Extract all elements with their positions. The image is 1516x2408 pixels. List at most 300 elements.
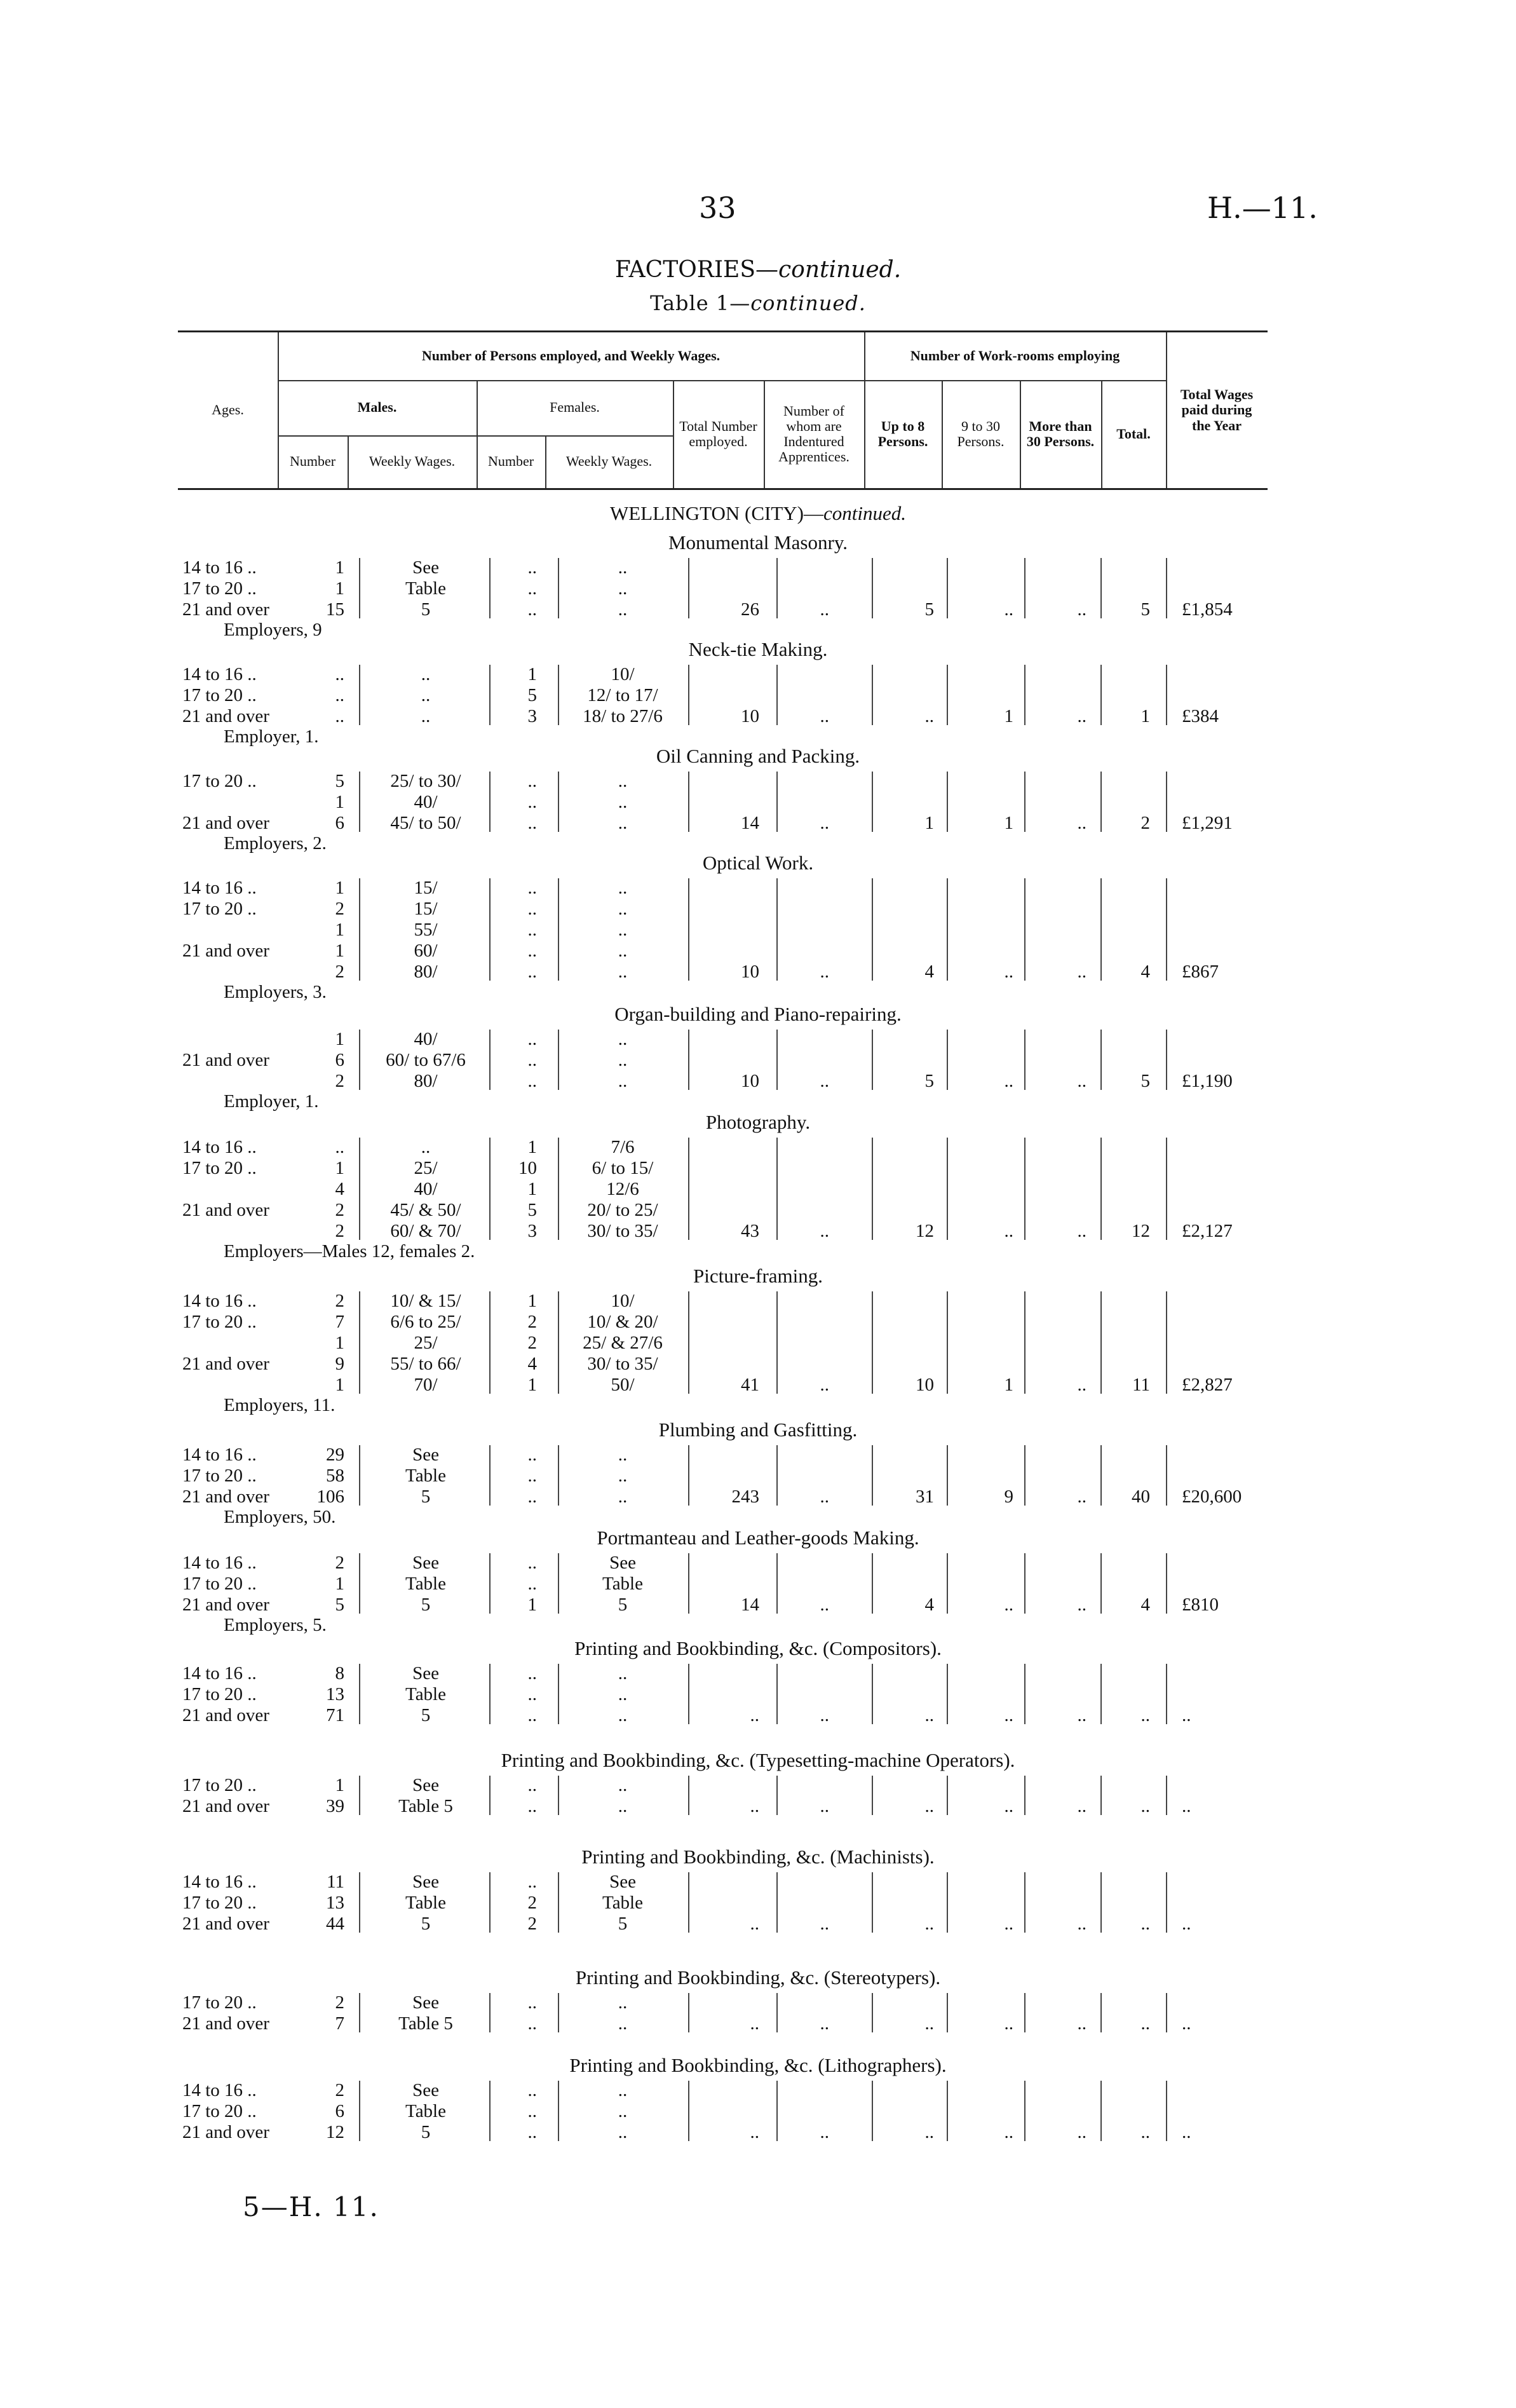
total-number-cell: 14 [741,813,759,833]
female-wages-cell: .. [618,1684,628,1704]
column-rule [1100,772,1102,832]
male-number-cell: 6 [335,813,344,833]
table-row [0,684,1516,706]
total-number-cell: .. [750,1796,759,1816]
table-row [0,1871,1516,1893]
employers-note: Employers, 50. [224,1507,336,1527]
female-number-cell: .. [527,1574,537,1594]
column-rule [1166,1776,1167,1815]
workrooms-total-cell: 4 [1140,962,1150,982]
table-row [0,1049,1516,1071]
column-rule [558,1445,559,1506]
male-wages-cell: 60/ [414,941,438,961]
male-wages-cell: 55/ [414,920,438,940]
male-number-cell: 1 [335,792,344,812]
male-number-cell: .. [335,706,344,726]
age-cell: 17 to 20 .. [182,578,257,599]
female-number-cell: .. [527,920,537,940]
nine-to-30-cell: .. [1004,1796,1013,1816]
col-female-wages: Weekly Wages. [565,453,653,470]
more-than-30-cell: .. [1077,1486,1086,1507]
age-cell: 17 to 20 .. [182,1684,257,1704]
male-number-cell: 1 [335,1158,344,1178]
col-more-than-30: More than 30 Persons. [1026,418,1095,449]
trade-heading: Printing and Bookbinding, &c. (Machinists). [581,1846,935,1868]
male-wages-cell: Table [405,1893,446,1913]
total-wages-cell: £384 [1182,706,1219,726]
nine-to-30-cell: 1 [1004,706,1013,726]
female-wages-cell: .. [618,2080,628,2100]
column-rule [1166,878,1167,981]
female-number-cell: 3 [527,706,537,726]
column-rule [1100,1664,1102,1724]
table-title-italic: continued. [750,291,866,315]
column-rule [558,1776,559,1815]
male-wages-cell: 60/ to 67/6 [386,1050,466,1070]
column-rule [489,1993,491,2032]
column-rule [872,1291,873,1394]
table-row [0,961,1516,983]
male-wages-cell: 5 [421,1486,431,1507]
female-wages-cell: .. [618,1705,628,1725]
male-wages-cell: 25/ to 30/ [390,771,461,791]
male-number-cell: 1 [335,941,344,961]
column-rule [1024,1776,1025,1815]
female-wages-cell: .. [618,813,628,833]
apprentices-cell: .. [820,1486,829,1507]
more-than-30-cell: .. [1077,962,1086,982]
section-title-main: FACTORIES— [614,257,778,283]
male-wages-cell: .. [421,685,431,705]
female-wages-cell: .. [618,1445,628,1465]
column-rule [359,772,360,832]
total-wages-cell: .. [1182,2013,1191,2034]
up-to-8-cell: 4 [924,962,934,982]
up-to-8-cell: 31 [916,1486,934,1507]
table-row [0,1353,1516,1375]
section-title-italic: continued. [778,257,902,283]
column-rule [359,1138,360,1240]
male-number-cell: 1 [335,920,344,940]
column-rule [1100,1138,1102,1240]
total-wages-cell: £2,827 [1182,1375,1233,1395]
nine-to-30-cell: 1 [1004,813,1013,833]
female-wages-cell: 10/ [611,664,635,684]
column-rule [872,665,873,725]
apprentices-cell: .. [820,1705,829,1725]
age-cell: 21 and over [182,1354,269,1374]
col-persons-group: Number of Persons employed, and Weekly Wages. [421,348,721,364]
female-wages-cell: .. [618,2101,628,2121]
column-rule [558,772,559,832]
male-wages-cell: 5 [421,2122,431,2142]
female-wages-cell: .. [618,599,628,620]
trade-heading: Oil Canning and Packing. [656,745,860,767]
up-to-8-cell: .. [924,1705,934,1725]
female-wages-cell: 30/ to 35/ [587,1354,658,1374]
male-wages-cell: See [412,1992,439,2013]
column-rule [1024,1030,1025,1090]
table-title-label: Table 1— [650,291,751,315]
female-wages-cell: See [609,1872,636,1892]
female-wages-cell: .. [618,899,628,919]
male-wages-cell: See [412,2080,439,2100]
more-than-30-cell: .. [1077,2122,1086,2142]
column-rule [1100,1553,1102,1614]
male-number-cell: 29 [326,1445,344,1465]
male-number-cell: 6 [335,1050,344,1070]
employers-note: Employers, 3. [224,982,327,1002]
column-rule [1100,2081,1102,2141]
col-total-workrooms: Total. [1116,425,1151,442]
female-number-cell: 3 [527,1221,537,1241]
trade-heading: Monumental Masonry. [668,531,848,554]
column-rule [947,2081,948,2141]
female-wages-cell: .. [618,1486,628,1507]
male-wages-cell: 5 [421,1595,431,1615]
column-rule [1024,1553,1025,1614]
age-cell: 14 to 16 .. [182,1137,257,1157]
col-apprentices: Number of whom are Indentured Apprentices. [778,402,849,465]
table-row [0,2121,1516,2143]
column-rule [688,1872,689,1933]
age-cell: 17 to 20 .. [182,1466,257,1486]
age-cell: 17 to 20 .. [182,1893,257,1913]
column-rule [947,1553,948,1614]
male-number-cell: 1 [335,1375,344,1395]
age-cell: 17 to 20 .. [182,2101,257,2121]
workrooms-total-cell: 40 [1132,1486,1150,1507]
column-rule [489,2081,491,2141]
column-rule [558,1872,559,1933]
age-cell: 14 to 16 .. [182,1553,257,1573]
column-rule [1166,1872,1167,1933]
female-wages-cell: .. [618,1796,628,1816]
nine-to-30-cell: .. [1004,599,1013,620]
column-rule [776,1553,778,1614]
workrooms-total-cell: 11 [1132,1375,1150,1395]
col-female-number: Number [487,453,534,470]
total-number-cell: 10 [741,706,759,726]
nine-to-30-cell: .. [1004,1705,1013,1725]
column-rule [688,1445,689,1506]
table-row [0,557,1516,578]
column-rule [1166,1993,1167,2032]
male-number-cell: 58 [326,1466,344,1486]
apprentices-cell: .. [820,2122,829,2142]
male-wages-cell: 25/ [414,1158,438,1178]
table-row [0,1774,1516,1796]
total-wages-cell: £867 [1182,962,1219,982]
nine-to-30-cell: .. [1004,2013,1013,2034]
column-rule [947,878,948,981]
female-wages-cell: .. [618,1663,628,1684]
female-number-cell: .. [527,941,537,961]
female-number-cell: .. [527,2080,537,2100]
age-cell: 17 to 20 .. [182,1158,257,1178]
column-rule [776,1664,778,1724]
female-wages-cell: .. [618,1466,628,1486]
female-number-cell: .. [527,1029,537,1049]
column-rule [1166,1030,1167,1090]
age-cell: 17 to 20 .. [182,685,257,705]
total-wages-cell: £1,854 [1182,599,1233,620]
column-rule [688,558,689,618]
table-row [0,1573,1516,1595]
table-row [0,1486,1516,1507]
age-cell: 21 and over [182,1705,269,1725]
male-wages-cell: 45/ & 50/ [390,1200,461,1220]
up-to-8-cell: 5 [924,599,934,620]
table-row [0,919,1516,941]
male-number-cell: 1 [335,1333,344,1353]
column-rule [359,1291,360,1394]
age-cell: 17 to 20 .. [182,1574,257,1594]
male-wages-cell: .. [421,664,431,684]
female-wages-cell: .. [618,771,628,791]
col-male-wages: Weekly Wages. [369,453,456,470]
male-number-cell: 1 [335,1775,344,1795]
column-rule [776,2081,778,2141]
female-number-cell: 2 [527,1893,537,1913]
column-rule [489,1138,491,1240]
up-to-8-cell: .. [924,1796,934,1816]
column-rule [688,878,689,981]
male-wages-cell: 5 [421,1705,431,1725]
age-cell: 21 and over [182,1914,269,1934]
column-rule [776,1776,778,1815]
nine-to-30-cell: .. [1004,1071,1013,1091]
employers-note: Employers, 5. [224,1615,327,1635]
table-row [0,1070,1516,1092]
female-wages-cell: 12/ to 17/ [587,685,658,705]
age-cell: 17 to 20 .. [182,771,257,791]
column-rule [947,1030,948,1090]
apprentices-cell: .. [820,2013,829,2034]
female-number-cell: .. [527,1050,537,1070]
apprentices-cell: .. [820,1595,829,1615]
male-number-cell: 1 [335,1029,344,1049]
male-wages-cell: Table [405,2101,446,2121]
male-number-cell: 2 [335,1221,344,1241]
column-rule [1166,2081,1167,2141]
male-number-cell: 13 [326,1684,344,1704]
more-than-30-cell: .. [1077,1221,1086,1241]
column-rule [1100,558,1102,618]
column-rule [947,1445,948,1506]
column-rule [1024,1872,1025,1933]
apprentices-cell: .. [820,1375,829,1395]
up-to-8-cell: 10 [916,1375,934,1395]
column-rule [1166,772,1167,832]
column-rule [1166,1664,1167,1724]
apprentices-cell: .. [820,1071,829,1091]
column-rule [1166,558,1167,618]
trade-heading: Printing and Bookbinding, &c. (Typesetting-machine Operators). [501,1749,1015,1771]
column-rule [947,772,948,832]
more-than-30-cell: .. [1077,1914,1086,1934]
employers-note: Employers, 2. [224,833,327,854]
column-rule [688,1553,689,1614]
table-row [0,2100,1516,2122]
total-wages-cell: £20,600 [1182,1486,1242,1507]
male-number-cell: 9 [335,1354,344,1374]
workrooms-total-cell: .. [1140,1705,1150,1725]
table-row [0,877,1516,899]
age-cell: 14 to 16 .. [182,2080,257,2100]
column-rule [872,1030,873,1090]
column-rule [1166,1138,1167,1240]
column-rule [1100,878,1102,981]
column-rule [688,772,689,832]
age-cell: 14 to 16 .. [182,878,257,898]
male-wages-cell: 80/ [414,962,438,982]
total-wages-cell: .. [1182,1705,1191,1725]
column-rule [688,665,689,725]
female-number-cell: .. [527,1872,537,1892]
table-title [0,291,1516,315]
column-rule [688,2081,689,2141]
column-rule [489,878,491,981]
female-number-cell: .. [527,2101,537,2121]
female-wages-cell: .. [618,2013,628,2034]
male-number-cell: 5 [335,1595,344,1615]
column-rule [1024,1445,1025,1506]
male-number-cell: 2 [335,1291,344,1311]
column-rule [947,1291,948,1394]
male-number-cell: 6 [335,2101,344,2121]
column-rule [1100,665,1102,725]
column-rule [359,665,360,725]
male-wages-cell: 55/ to 66/ [390,1354,461,1374]
table-row [0,1663,1516,1684]
col-females: Females. [550,399,600,416]
column-rule [872,1993,873,2032]
female-wages-cell: 10/ & 20/ [587,1312,658,1332]
male-wages-cell: 5 [421,1914,431,1934]
table-row [0,1465,1516,1486]
up-to-8-cell: 12 [916,1221,934,1241]
female-wages-cell: 5 [618,1595,628,1615]
table-row [0,2013,1516,2034]
more-than-30-cell: .. [1077,813,1086,833]
female-number-cell: .. [527,1684,537,1704]
up-to-8-cell: 1 [924,813,934,833]
female-number-cell: 1 [527,1595,537,1615]
female-number-cell: .. [527,557,537,578]
female-number-cell: 1 [527,1137,537,1157]
column-rule [872,1872,873,1933]
column-rule [558,665,559,725]
age-cell: 21 and over [182,706,269,726]
column-rule [688,1664,689,1724]
table-row [0,2079,1516,2101]
age-cell: 14 to 16 .. [182,1291,257,1311]
male-number-cell: 13 [326,1893,344,1913]
column-rule [1100,1776,1102,1815]
apprentices-cell: .. [820,1914,829,1934]
col-9-to-30: 9 to 30 Persons. [957,418,1005,449]
region-italic: continued. [823,502,907,524]
workrooms-total-cell: 5 [1140,1071,1150,1091]
male-number-cell: 1 [335,878,344,898]
trade-heading: Plumbing and Gasfitting. [658,1418,858,1441]
female-wages-cell: 12/6 [606,1179,639,1199]
trade-heading: Picture-framing. [693,1265,823,1287]
column-rule [776,1993,778,2032]
male-wages-cell: See [412,1553,439,1573]
male-wages-cell: See [412,1663,439,1684]
column-rule [359,558,360,618]
up-to-8-cell: 4 [924,1595,934,1615]
male-wages-cell: 10/ & 15/ [390,1291,461,1311]
age-cell: 14 to 16 .. [182,1872,257,1892]
table-row [0,1136,1516,1158]
female-number-cell: .. [527,1071,537,1091]
column-rule [489,665,491,725]
table-row [0,1374,1516,1396]
table-row [0,705,1516,727]
female-number-cell: 5 [527,1200,537,1220]
column-rule [872,878,873,981]
male-number-cell: 1 [335,1574,344,1594]
male-number-cell: 39 [326,1796,344,1816]
male-wages-cell: 6/6 to 25/ [390,1312,461,1332]
table-row [0,791,1516,813]
column-rule [558,1291,559,1394]
female-wages-cell: See [609,1553,636,1573]
age-cell: 14 to 16 .. [182,557,257,578]
female-number-cell: .. [527,771,537,791]
female-number-cell: .. [527,1796,537,1816]
nine-to-30-cell: .. [1004,962,1013,982]
female-wages-cell: .. [618,878,628,898]
male-number-cell: 2 [335,2080,344,2100]
female-number-cell: 10 [518,1158,537,1178]
table-row [0,1178,1516,1200]
table-row [0,898,1516,920]
male-wages-cell: See [412,557,439,578]
column-rule [947,1993,948,2032]
more-than-30-cell: .. [1077,1705,1086,1725]
female-wages-cell: 50/ [611,1375,635,1395]
column-rule [359,1553,360,1614]
apprentices-cell: .. [820,1796,829,1816]
age-cell: 21 and over [182,941,269,961]
trade-heading: Portmanteau and Leather-goods Making. [597,1527,919,1549]
column-rule [776,878,778,981]
page-number: 33 [699,191,736,225]
male-wages-cell: .. [421,1137,431,1157]
male-wages-cell: Table [405,578,446,599]
table-row [0,599,1516,620]
column-rule [1024,1291,1025,1394]
female-number-cell: 1 [527,1179,537,1199]
table-row [0,1332,1516,1354]
female-number-cell: 1 [527,664,537,684]
total-number-cell: 243 [731,1486,759,1507]
column-rule [359,2081,360,2141]
column-rule [489,1553,491,1614]
column-rule [947,665,948,725]
col-total-number: Total Number employed. [679,418,757,449]
column-rule [558,1664,559,1724]
col-total-wages: Total Wages paid during the Year [1180,386,1254,433]
table-row [0,1290,1516,1312]
total-wages-cell: £1,291 [1182,813,1233,833]
more-than-30-cell: .. [1077,2013,1086,2034]
column-rule [688,1993,689,2032]
